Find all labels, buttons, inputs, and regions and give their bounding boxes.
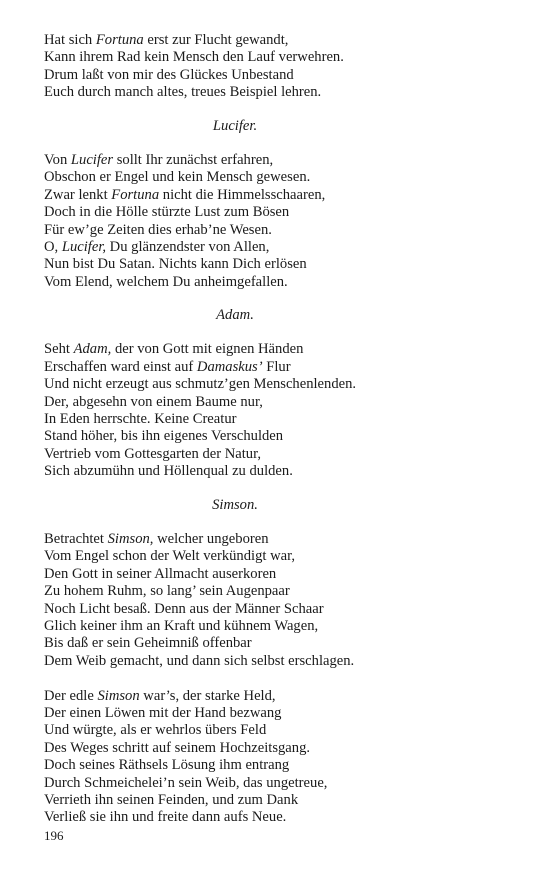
section-heading: Simson.	[212, 496, 258, 513]
italic-name: Fortuna	[95, 32, 144, 48]
verse-line: Sich abzumühn und Höllenqual zu dulden.	[44, 463, 293, 480]
verse-line: O, Lucifer, Du glänzendster von Allen,	[44, 238, 270, 255]
stanza	[44, 688, 514, 827]
stanza	[44, 341, 514, 480]
verse-line: Nun bist Du Satan. Nichts kann Dich erlösen	[44, 256, 307, 273]
verse-line: Der einen Löwen mit der Hand bezwang	[44, 705, 282, 722]
verse-line: Des Weges schritt auf seinem Hochzeitsgang.	[44, 739, 311, 756]
verse-line: Vertrieb vom Gottesgarten der Natur,	[44, 445, 262, 462]
verse-line: Der, abgesehn von einem Baume nur,	[44, 393, 263, 410]
verse-line: Von Lucifer sollt Ihr zunächst erfahren,	[44, 151, 274, 168]
verse-line: Drum laßt von mir des Glückes Unbestand	[44, 66, 294, 83]
italic-name: Lucifer,	[61, 238, 107, 255]
verse-line: Glich keiner ihm an Kraft und kühnem Wagen,	[44, 617, 319, 634]
verse-line: Dem Weib gemacht, und dann sich selbst erschlagen.	[44, 652, 355, 669]
verse-line: Hat sich Fortuna erst zur Flucht gewandt,	[44, 32, 289, 48]
verse-line: Doch in die Hölle stürzte Lust zum Bösen	[44, 204, 290, 221]
verse-line: Obschon er Engel und kein Mensch gewesen.	[44, 169, 311, 186]
verse-line: Verrieth ihn seinen Feinden, und zum Dank	[44, 792, 299, 809]
verse-line: Doch seines Räthsels Lösung ihm entrang	[44, 757, 290, 774]
italic-name: Fortuna	[111, 186, 160, 203]
verse-line: Vom Elend, welchem Du anheimgefallen.	[44, 273, 288, 290]
verse-line: Durch Schmeichelei’n sein Weib, das ungetreue,	[44, 774, 328, 791]
verse-line: Euch durch manch altes, treues Beispiel lehren.	[44, 84, 322, 101]
verse-line: Bis daß er sein Geheimniß offenbar	[44, 635, 252, 652]
page-number: 196	[44, 828, 64, 843]
verse-line: Zu hohem Ruhm, so lang’ sein Augenpaar	[44, 583, 290, 600]
verse-line: Und würgte, als er wehrlos übers Feld	[44, 722, 267, 739]
verse-line: Kann ihrem Rad kein Mensch den Lauf verwehren.	[44, 49, 344, 66]
italic-name: Simson	[97, 687, 140, 704]
stanza	[44, 531, 514, 670]
poem-text	[44, 32, 514, 827]
italic-name: Simson,	[107, 530, 154, 547]
verse-line: Zwar lenkt Fortuna nicht die Himmelsschaaren,	[44, 186, 326, 203]
verse-line: Seht Adam, der von Gott mit eignen Händen	[44, 341, 304, 358]
verse-line: Betrachtet Simson, welcher ungeboren	[44, 530, 269, 547]
section-heading: Lucifer.	[212, 117, 258, 134]
verse-line: Vom Engel schon der Welt verkündigt war,	[44, 548, 296, 565]
verse-line: Und nicht erzeugt aus schmutz’gen Menschenlenden.	[44, 376, 357, 393]
verse-line: Der edle Simson war’s, der starke Held,	[44, 687, 276, 704]
italic-name: Lucifer	[70, 151, 114, 168]
italic-name: Damaskus’	[196, 358, 263, 375]
verse-line: Den Gott in seiner Allmacht auserkoren	[44, 565, 277, 582]
section-heading: Adam.	[216, 307, 254, 324]
verse-line: Noch Licht besaß. Denn aus der Männer Schaar	[44, 600, 324, 617]
verse-line: In Eden herrschte. Keine Creatur	[44, 411, 237, 428]
stanza	[44, 32, 514, 102]
italic-name: Adam,	[73, 341, 112, 358]
verse-line: Für ew’ge Zeiten dies erhab’ne Wesen.	[44, 221, 272, 238]
stanza	[44, 152, 514, 291]
verse-line: Erschaffen ward einst auf Damaskus’ Flur	[44, 358, 291, 375]
stanza-gap	[44, 670, 514, 688]
verse-line: Stand höher, bis ihn eigenes Verschulden	[44, 428, 284, 445]
verse-line: Verließ sie ihn und freite dann aufs Neue.	[44, 809, 287, 826]
